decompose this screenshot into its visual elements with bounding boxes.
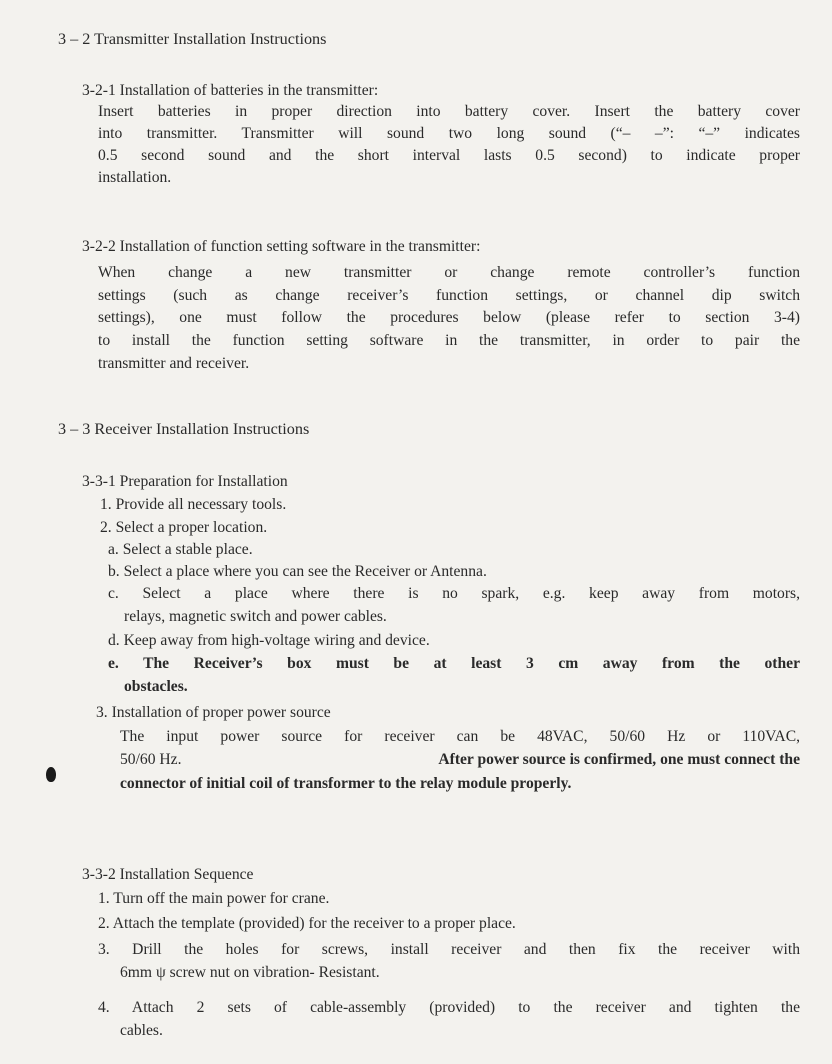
list-item: 2. Attach the template (provided) for the receiver to a proper place. xyxy=(98,915,516,932)
sub-list-item-cont: relays, magnetic switch and power cables. xyxy=(124,608,387,625)
section-heading-3-2: 3 – 2 Transmitter Installation Instructions xyxy=(58,30,327,48)
sub-list-item-bold: e. The Receiver’s box must be at least 3 cm away from the other xyxy=(108,655,800,672)
list-item-cont: 6mm ψ screw nut on vibration- Resistant. xyxy=(120,964,380,981)
sub-list-item: a. Select a stable place. xyxy=(108,541,253,558)
list-item: 3. Installation of proper power source xyxy=(96,704,331,721)
paragraph-line: The input power source for receiver can be 48VAC, 50/60 Hz or 110VAC, xyxy=(120,728,800,745)
list-item-cont: cables. xyxy=(120,1022,163,1039)
sub-list-item: d. Keep away from high-voltage wiring and device. xyxy=(108,632,430,649)
text-fragment: 50/60 Hz. xyxy=(120,751,182,768)
paragraph-line: transmitter and receiver. xyxy=(98,355,250,372)
paragraph-line: to install the function setting software in the transmitter, in order to pair the xyxy=(98,332,800,349)
bold-text-fragment: After power source is confirmed, one must connect the xyxy=(438,751,800,768)
sub-list-item: b. Select a place where you can see the Receiver or Antenna. xyxy=(108,563,487,580)
paragraph-line: settings (such as change receiver’s function settings, or channel dip switch xyxy=(98,287,800,304)
bullet-mark xyxy=(46,767,56,782)
paragraph-line: When change a new transmitter or change remote controller’s function xyxy=(98,264,800,281)
list-item: 1. Turn off the main power for crane. xyxy=(98,890,330,907)
paragraph-line xyxy=(120,751,800,769)
subsection-title-3-3-1: 3-3-1 Preparation for Installation xyxy=(82,473,288,490)
paragraph-line: into transmitter. Transmitter will sound two long sound (“– –”: “–” indicates xyxy=(98,125,800,142)
paragraph-line: Insert batteries in proper direction into battery cover. Insert the battery cover xyxy=(98,103,800,120)
paragraph-line: installation. xyxy=(98,169,172,186)
subsection-title-3-2-1: 3-2-1 Installation of batteries in the transmitter: xyxy=(82,82,379,99)
subsection-title-3-3-2: 3-3-2 Installation Sequence xyxy=(82,866,254,883)
section-heading-3-3: 3 – 3 Receiver Installation Instructions xyxy=(58,420,310,438)
list-item: 4. Attach 2 sets of cable-assembly (provided) to the receiver and tighten the xyxy=(98,999,800,1016)
subsection-title-3-2-2: 3-2-2 Installation of function setting software in the transmitter: xyxy=(82,238,481,255)
paragraph-line-bold: connector of initial coil of transformer to the relay module properly. xyxy=(120,775,572,792)
list-item: 3. Drill the holes for screws, install receiver and then fix the receiver with xyxy=(98,941,800,958)
list-item: 1. Provide all necessary tools. xyxy=(100,496,287,513)
list-item: 2. Select a proper location. xyxy=(100,519,268,536)
paragraph-line: settings), one must follow the procedures below (please refer to section 3-4) xyxy=(98,309,800,326)
paragraph-line: 0.5 second sound and the short interval lasts 0.5 second) to indicate proper xyxy=(98,147,800,164)
sub-list-item-bold-cont: obstacles. xyxy=(124,678,188,695)
sub-list-item: c. Select a place where there is no spark, e.g. keep away from motors, xyxy=(108,585,800,602)
